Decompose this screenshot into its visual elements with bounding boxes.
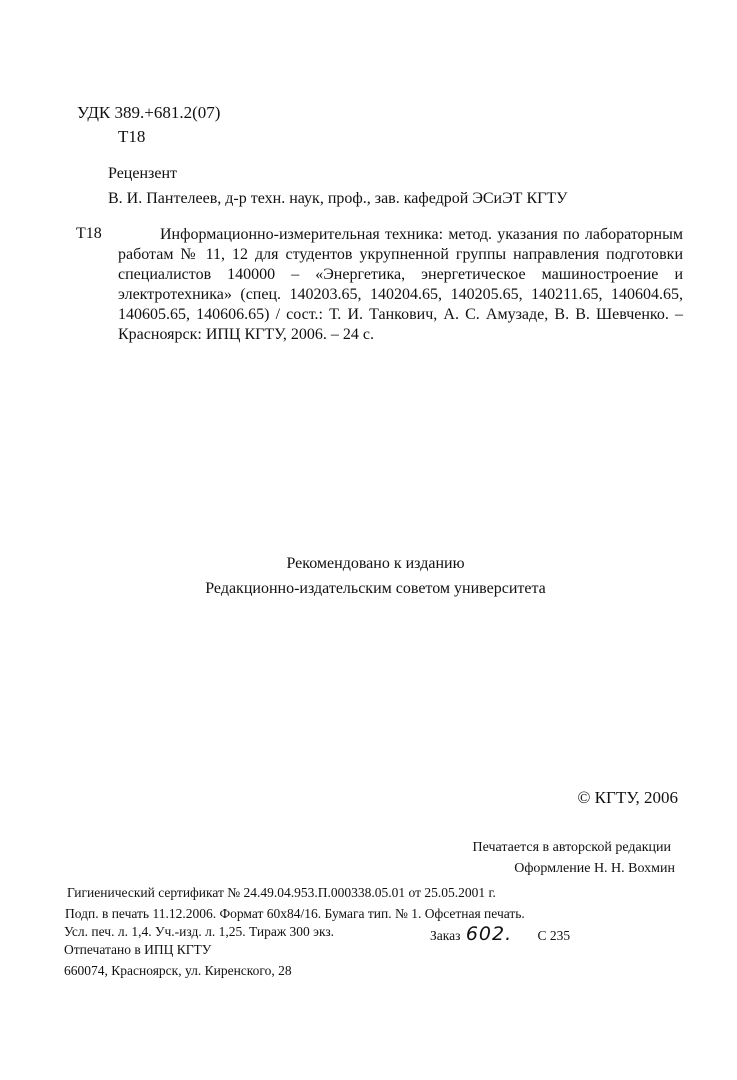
annotation-text: Информационно-измерительная техника: метод. указания по лабораторным работам № 11, 12 для студентов укрупненной группы направления подготовки специалистов 140000 – «Энергетика, энергетическое машиностроение и электротехника» (спец. 140203.65, 140204.65, 140205.65, 140211.65, 140604.65, 140605.65, 140606.65) / сост.: Т. И. Танкович, А. С. Амузаде, В. В. Шевченко. – Красноярск: ИПЦ КГТУ, 2006. – 24 с. — [118, 226, 683, 343]
design-credit: Оформление Н. Н. Вохмин — [514, 861, 675, 876]
order-info — [430, 925, 570, 944]
hygiene-certificate: Гигиенический сертификат № 24.49.04.953.П.000338.05.01 от 25.05.2001 г. — [67, 885, 496, 900]
author-mark-annotation: Т18 — [76, 225, 102, 242]
recommendation-line-1: Рекомендовано к изданию — [286, 555, 465, 572]
order-code: С 235 — [537, 928, 571, 943]
reviewer-label: Рецензент — [108, 165, 177, 182]
sheets-and-print-run: Усл. печ. л. 1,4. Уч.-изд. л. 1,25. Тираж 300 экз. — [64, 924, 335, 939]
reviewer-name: В. И. Пантелеев, д-р техн. наук, проф., зав. кафедрой ЭСиЭТ КГТУ — [108, 190, 568, 207]
signed-to-print: Подп. в печать 11.12.2006. Формат 60x84/16. Бумага тип. № 1. Офсетная печать. — [65, 906, 525, 921]
order-number-handwritten: 602. — [465, 923, 513, 945]
printed-at: Отпечатано в ИПЦ КГТУ — [64, 942, 212, 957]
copyright: © КГТУ, 2006 — [577, 788, 678, 807]
author-mark-top: Т18 — [118, 127, 146, 146]
order-label: Заказ — [430, 928, 461, 943]
printer-address: 660074, Красноярск, ул. Киренского, 28 — [64, 963, 292, 978]
recommendation-line-2: Редакционно-издательским советом университета — [205, 580, 546, 597]
udk-code: УДК 389.+681.2(07) — [77, 103, 221, 122]
print-edition-note: Печатается в авторской редакции — [472, 840, 671, 855]
